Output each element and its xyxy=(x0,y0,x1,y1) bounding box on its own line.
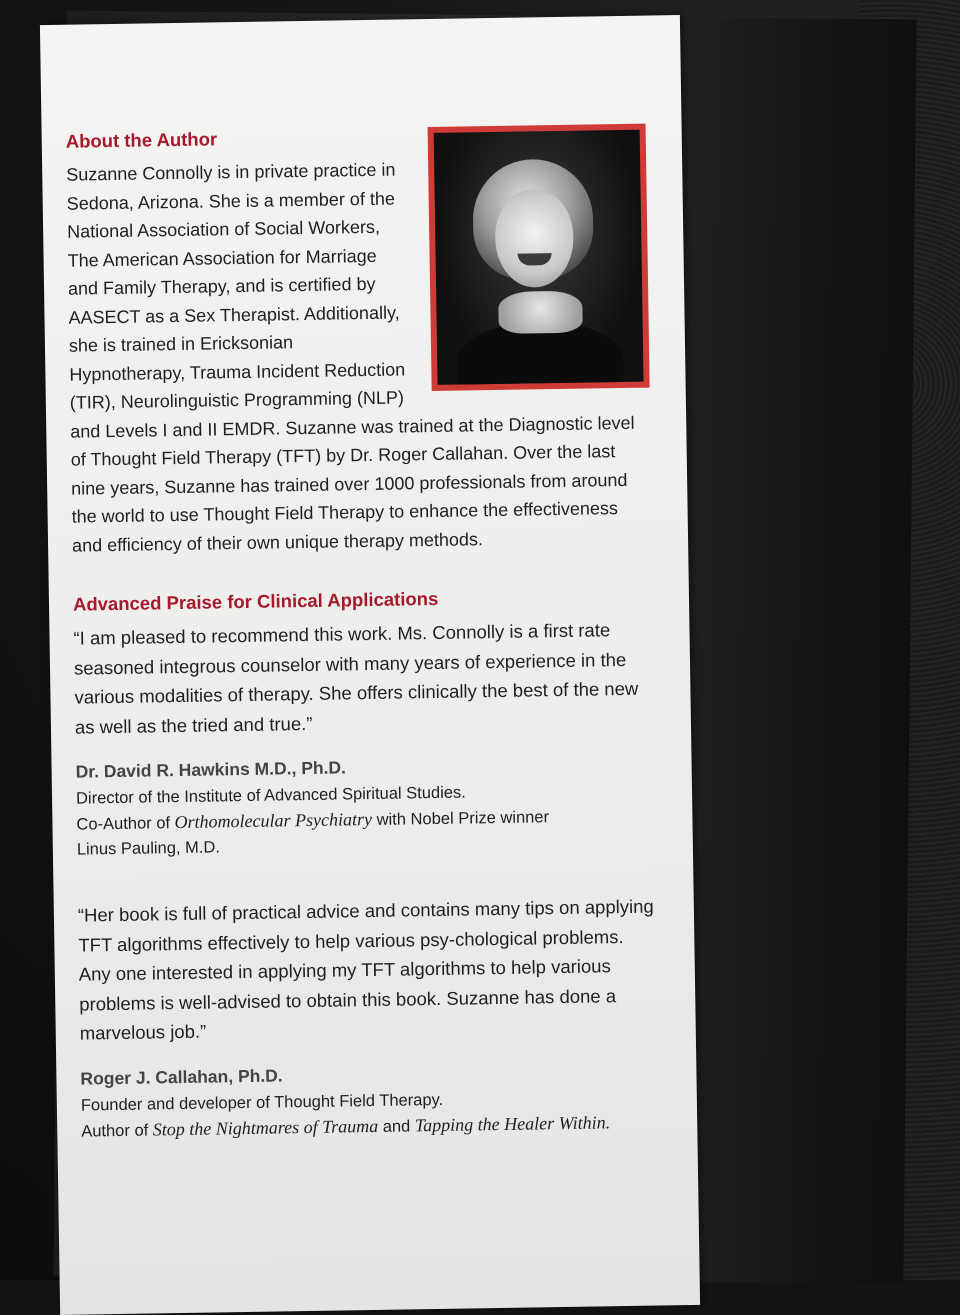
author-photo xyxy=(434,130,644,385)
praise-heading: Advanced Praise for Clinical Applications xyxy=(72,587,439,615)
back-cover-text-panel xyxy=(40,15,700,1315)
attribution-line: Founder and developer of Thought Field Therapy. xyxy=(80,1090,444,1115)
book-title: Stop the Nightmares of Trauma xyxy=(152,1115,379,1139)
attribution-mid: and xyxy=(378,1116,415,1136)
attribution-name-callahan: Roger J. Callahan, Ph.D. xyxy=(80,1064,283,1089)
quote-hawkins: “I am pleased to recommend this work. Ms. Connolly is a first rate seasoned integrous counselor with many years of experience in the various modalities of therapy. She offers clinically the best of the new as well as the tried and true.” xyxy=(73,619,639,738)
author-photo-frame xyxy=(428,124,650,391)
attribution-name-hawkins: Dr. David R. Hawkins M.D., Ph.D. xyxy=(75,757,347,782)
book-title: Orthomolecular Psychiatry xyxy=(174,808,373,833)
praise-section xyxy=(73,585,662,1145)
attribution-prefix: Co-Author of xyxy=(76,814,175,834)
quote-callahan: “Her book is full of practical advice and contains many tips on applying TFT algorithms effectively to help various psy-chological problems. Any one interested in applying my TFT algorithms to help various problems is well-advised to obtain this book. Suzanne has done a marvelous job.” xyxy=(77,895,654,1044)
book-title: Tapping the Healer Within. xyxy=(414,1111,611,1135)
photo-hands xyxy=(498,291,583,334)
about-text: Suzanne Connolly is in private practice in Sedona, Arizona. She is a member of the National Association of Social Workers, The American Association for Marriage and Family Therapy, and is certified by AASECT as a Sex Therapist. Additionally, she is trained in Ericksonian Hypnotherapy, Trauma Incident Reduction (TIR), Neurolinguistic Programming (NLP) and Levels I and II EMDR. Suzanne was trained at the Diagnostic level of Thought Field Therapy (TFT) by Dr. Roger Callahan. Over the last nine years, Suzanne has trained over 1000 professionals from around the world to use Thought Field Therapy to enhance the effectiveness and efficiency of their own unique therapy methods. xyxy=(66,159,635,556)
panel-content xyxy=(66,122,662,1144)
about-heading: About the Author xyxy=(65,128,218,152)
attribution-prefix: Author of xyxy=(81,1120,153,1141)
attribution-suffix: with Nobel Prize winner xyxy=(371,808,550,829)
attribution-line: Linus Pauling, M.D. xyxy=(76,838,221,859)
about-section xyxy=(66,122,653,560)
attribution-line: Director of the Institute of Advanced Spiritual Studies. xyxy=(75,783,466,808)
